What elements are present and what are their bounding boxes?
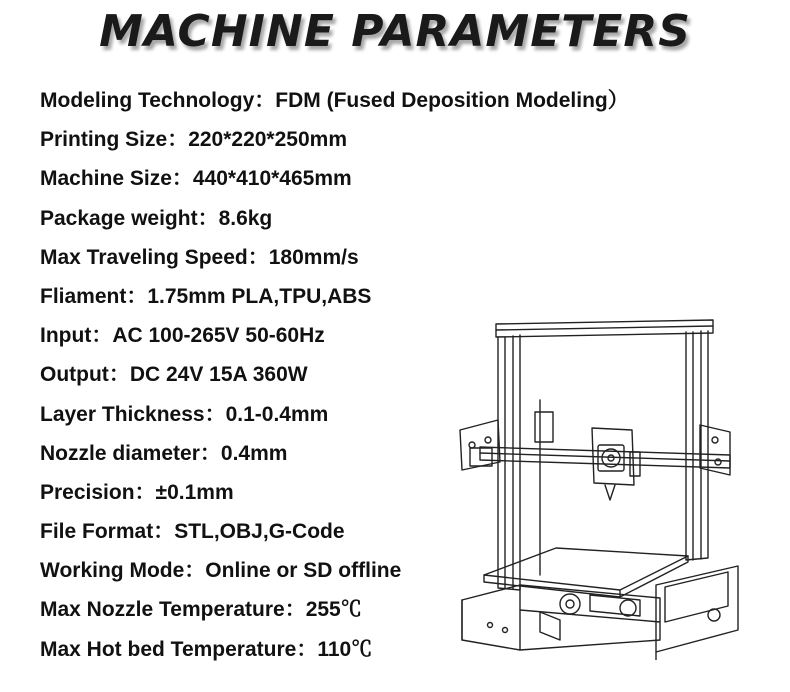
spec-separator: ： — [91, 324, 113, 348]
spec-separator: ： — [167, 128, 189, 152]
spec-separator: ： — [108, 363, 130, 387]
spec-label: Max Traveling Speed — [40, 245, 248, 269]
spec-separator: ： — [247, 245, 269, 269]
spec-value: 0.4mm — [220, 441, 288, 465]
control-knob — [708, 609, 720, 621]
spec-label: Precision — [40, 480, 135, 504]
left-motor-bracket — [460, 420, 500, 470]
spec-value: 440*410*465mm — [192, 167, 352, 191]
spec-separator: ： — [126, 284, 148, 308]
spec-value: 220*220*250mm — [188, 128, 347, 152]
spec-value: 0.1-0.4mm — [225, 402, 329, 426]
lcd-screen — [665, 572, 728, 622]
spec-label: Package weight — [40, 206, 198, 230]
spec-value: 180mm/s — [268, 245, 359, 269]
spec-value: 110℃ — [317, 637, 373, 661]
spec-row — [40, 243, 760, 282]
spec-value: ±0.1mm — [155, 480, 234, 504]
spec-label: Machine Size — [40, 167, 172, 191]
base-frame — [462, 585, 660, 650]
spec-separator: ： — [284, 598, 306, 622]
spec-label: Input — [40, 324, 92, 348]
page-title: MACHINE PARAMETERS — [99, 6, 691, 57]
spec-separator: ： — [184, 559, 206, 583]
spec-label: Max Hot bed Temperature — [40, 637, 297, 661]
spec-label: Max Nozzle Temperature — [40, 598, 285, 622]
spec-value: STL,OBJ,G-Code — [174, 520, 345, 544]
spec-label: Layer Thickness — [40, 402, 205, 426]
spec-label: Output — [40, 363, 109, 387]
spec-value: DC 24V 15A 360W — [129, 363, 308, 387]
spec-value: 8.6kg — [218, 206, 273, 230]
spec-label: File Format — [40, 520, 154, 544]
printer-line-illustration — [452, 310, 742, 660]
spec-value: 1.75mm PLA,TPU,ABS — [147, 284, 372, 308]
spec-separator: ： — [171, 167, 193, 191]
left-upright — [498, 335, 520, 590]
spec-row — [40, 125, 760, 164]
spec-label: Modeling Technology — [40, 89, 255, 112]
spec-label: Fliament — [40, 284, 127, 308]
spec-separator: ： — [199, 441, 221, 465]
spec-value: Online or SD offline — [205, 559, 402, 583]
spec-label: Nozzle diameter — [40, 441, 200, 465]
spec-separator: ： — [254, 89, 276, 112]
spec-separator: ： — [197, 206, 219, 230]
spec-separator: ： — [296, 637, 318, 661]
spec-separator: ： — [153, 520, 175, 544]
spec-row — [40, 204, 760, 243]
spec-row — [40, 86, 760, 125]
spec-separator: ： — [204, 402, 226, 426]
spec-value: 255℃ — [305, 598, 362, 622]
spec-value: AC 100-265V 50-60Hz — [112, 324, 325, 348]
spec-label: Printing Size — [40, 128, 168, 152]
spec-label: Working Mode — [40, 559, 185, 583]
right-upright — [686, 331, 708, 560]
print-bed — [484, 548, 688, 590]
spec-separator: ： — [134, 480, 156, 504]
spec-value: FDM (Fused Deposition Modeling） — [275, 89, 629, 112]
spec-row — [40, 164, 760, 203]
